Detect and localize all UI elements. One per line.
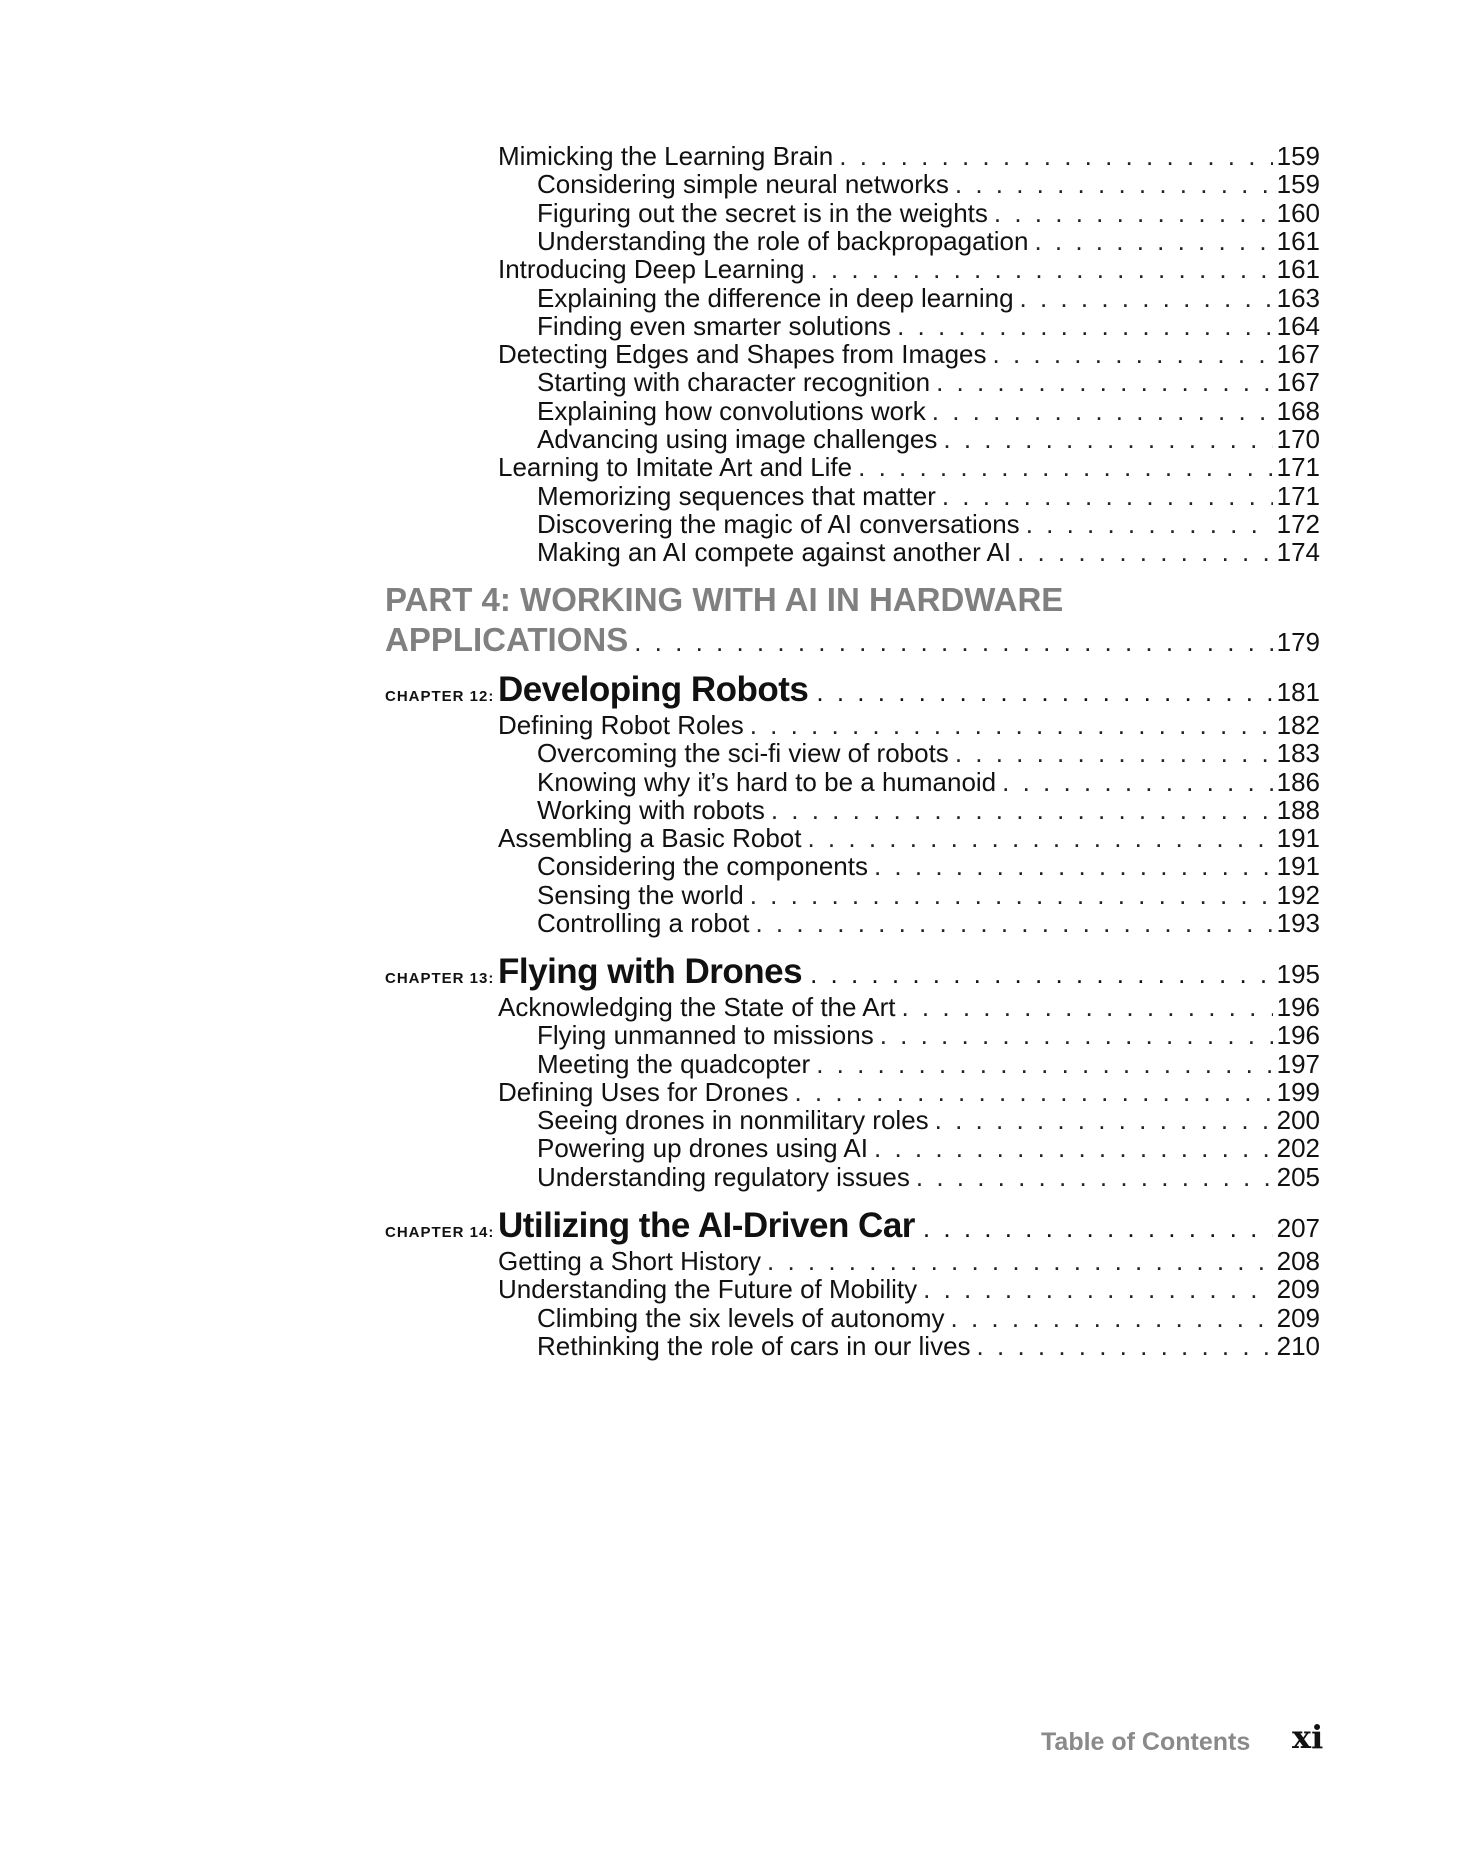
chapter-title: Flying with Drones <box>498 952 803 991</box>
dot-leader <box>816 677 1272 708</box>
entry-page-number: 191 <box>1276 823 1320 853</box>
entry-title: Powering up drones using AI <box>537 1133 868 1163</box>
entry-page-number: 159 <box>1276 141 1320 171</box>
chapter-page-number: 207 <box>1276 1213 1320 1243</box>
entry-page-number: 196 <box>1276 1020 1320 1050</box>
entry-page-number: 208 <box>1276 1246 1320 1276</box>
entry-page-number: 182 <box>1276 710 1320 740</box>
entry-title: Learning to Imitate Art and Life <box>498 452 853 482</box>
dot-leader <box>923 1213 1273 1244</box>
part-heading[interactable] <box>385 580 1320 662</box>
entry-page-number: 202 <box>1276 1133 1320 1163</box>
part-page-number: 179 <box>1276 627 1320 657</box>
entry-page-number: 186 <box>1276 767 1320 797</box>
entry-title: Working with robots <box>537 795 765 825</box>
toc-subsection-entry[interactable] <box>537 1329 1320 1363</box>
dot-leader <box>634 622 1272 662</box>
dot-leader <box>916 1160 1273 1194</box>
entry-page-number: 200 <box>1276 1105 1320 1135</box>
entry-page-number: 193 <box>1276 908 1320 938</box>
entry-title: Figuring out the secret is in the weights <box>537 198 988 228</box>
entry-title: Making an AI compete against another AI <box>537 537 1012 567</box>
entry-title: Understanding the Future of Mobility <box>498 1274 918 1304</box>
entry-page-number: 170 <box>1276 424 1320 454</box>
entry-title: Introducing Deep Learning <box>498 254 805 284</box>
entry-page-number: 183 <box>1276 738 1320 768</box>
entry-title: Considering the components <box>537 851 868 881</box>
entry-title: Understanding regulatory issues <box>537 1162 910 1192</box>
entry-title: Explaining how convolutions work <box>537 396 926 426</box>
entry-title: Detecting Edges and Shapes from Images <box>498 339 987 369</box>
part-heading-line-1 <box>385 580 1320 620</box>
entry-page-number: 197 <box>1276 1049 1320 1079</box>
chapter-heading[interactable] <box>385 952 1320 992</box>
entry-title: Rethinking the role of cars in our lives <box>537 1331 971 1361</box>
part-title: PART 4: WORKING WITH AI IN HARDWARE <box>385 581 1064 618</box>
chapter-label: CHAPTER 13: <box>385 970 495 987</box>
entry-page-number: 209 <box>1276 1274 1320 1304</box>
entry-title: Understanding the role of backpropagation <box>537 226 1029 256</box>
entry-title: Assembling a Basic Robot <box>498 823 802 853</box>
entry-page-number: 160 <box>1276 198 1320 228</box>
entry-page-number: 205 <box>1276 1162 1320 1192</box>
entry-page-number: 188 <box>1276 795 1320 825</box>
entry-title: Considering simple neural networks <box>537 169 949 199</box>
entry-title: Sensing the world <box>537 880 744 910</box>
entry-page-number: 167 <box>1276 339 1320 369</box>
toc-subsection-entry[interactable] <box>537 906 1320 940</box>
entry-title: Defining Uses for Drones <box>498 1077 789 1107</box>
entry-page-number: 163 <box>1276 283 1320 313</box>
dot-leader <box>977 1329 1273 1363</box>
chapter-title: Developing Robots <box>498 670 809 709</box>
chapter-page-number: 181 <box>1276 677 1320 707</box>
chapter-heading[interactable] <box>385 1206 1320 1246</box>
entry-page-number: 196 <box>1276 992 1320 1022</box>
entry-title: Getting a Short History <box>498 1246 761 1276</box>
chapter-page-number: 195 <box>1276 959 1320 989</box>
entry-page-number: 209 <box>1276 1303 1320 1333</box>
entry-page-number: 210 <box>1276 1331 1320 1361</box>
entry-title: Advancing using image challenges <box>537 424 938 454</box>
part-title-continued: APPLICATIONS <box>385 621 629 658</box>
entry-title: Starting with character recognition <box>537 367 931 397</box>
entry-page-number: 192 <box>1276 880 1320 910</box>
entry-title: Discovering the magic of AI conversations <box>537 509 1020 539</box>
entry-title: Knowing why it’s hard to be a humanoid <box>537 767 997 797</box>
entry-title: Controlling a robot <box>537 908 750 938</box>
entry-page-number: 174 <box>1276 537 1320 567</box>
entry-title: Climbing the six levels of autonomy <box>537 1303 945 1333</box>
entry-page-number: 159 <box>1276 169 1320 199</box>
part-heading-line-2 <box>385 620 1320 662</box>
entry-title: Defining Robot Roles <box>498 710 744 740</box>
running-footer-label: Table of Contents <box>1041 1728 1251 1756</box>
entry-page-number: 171 <box>1276 452 1320 482</box>
dot-leader <box>1017 535 1273 569</box>
entry-title: Seeing drones in nonmilitary roles <box>537 1105 929 1135</box>
dot-leader <box>755 906 1272 940</box>
entry-title: Acknowledging the State of the Art <box>498 992 896 1022</box>
entry-title: Explaining the difference in deep learning <box>537 283 1014 313</box>
page-number: xi <box>1292 1718 1324 1756</box>
toc-subsection-entry[interactable] <box>537 535 1320 569</box>
entry-title: Flying unmanned to missions <box>537 1020 874 1050</box>
entry-title: Finding even smarter solutions <box>537 311 892 341</box>
entry-title: Overcoming the sci-fi view of robots <box>537 738 949 768</box>
entry-title: Mimicking the Learning Brain <box>498 141 834 171</box>
entry-page-number: 161 <box>1276 226 1320 256</box>
entry-page-number: 168 <box>1276 396 1320 426</box>
entry-page-number: 199 <box>1276 1077 1320 1107</box>
entry-title: Memorizing sequences that matter <box>537 481 936 511</box>
entry-page-number: 171 <box>1276 481 1320 511</box>
entry-page-number: 167 <box>1276 367 1320 397</box>
chapter-label: CHAPTER 12: <box>385 688 495 705</box>
chapter-heading[interactable] <box>385 670 1320 710</box>
entry-page-number: 172 <box>1276 509 1320 539</box>
entry-page-number: 164 <box>1276 311 1320 341</box>
entry-page-number: 161 <box>1276 254 1320 284</box>
entry-page-number: 191 <box>1276 851 1320 881</box>
entry-title: Meeting the quadcopter <box>537 1049 811 1079</box>
toc-subsection-entry[interactable] <box>537 1160 1320 1194</box>
chapter-title: Utilizing the AI-Driven Car <box>498 1206 915 1245</box>
chapter-label: CHAPTER 14: <box>385 1224 495 1241</box>
dot-leader <box>810 959 1273 990</box>
